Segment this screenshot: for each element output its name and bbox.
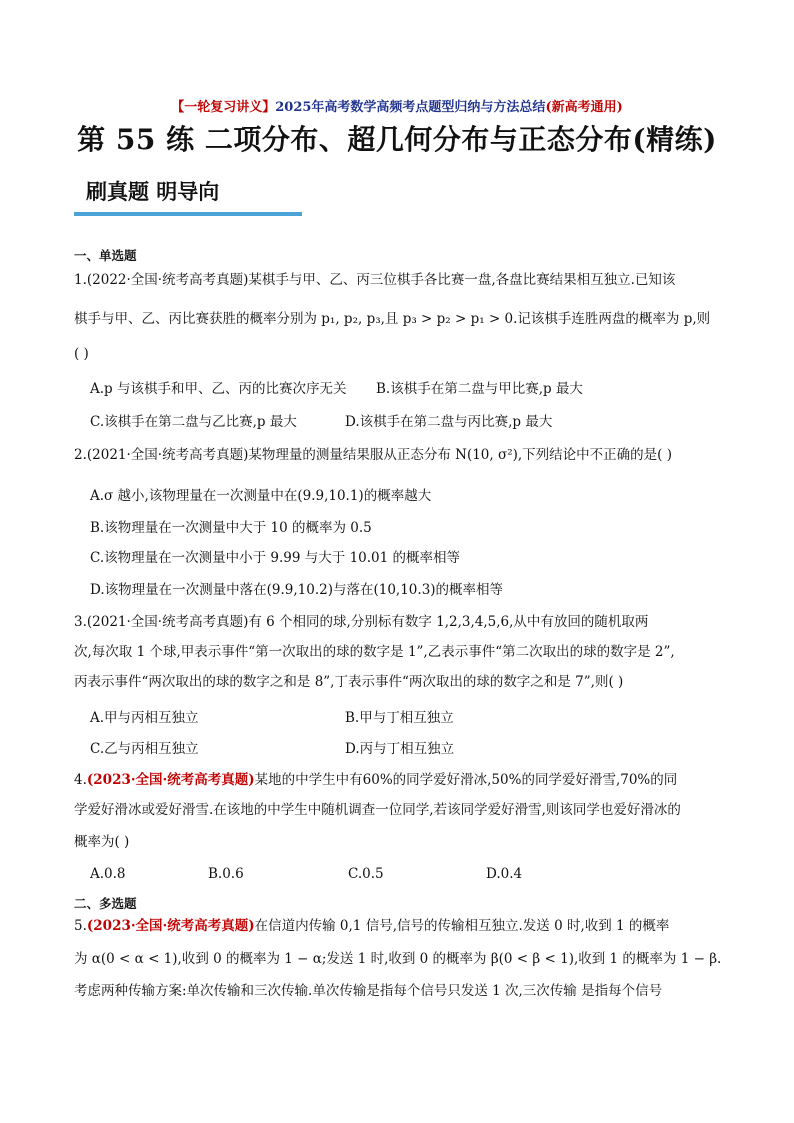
q4-option-b: B.0.6 (208, 866, 244, 882)
q1-option-c: C.该棋手在第二盘与乙比赛,p 最大 (90, 414, 297, 430)
q3-option-a: A.甲与丙相互独立 (90, 710, 199, 726)
section-banner: 刷真题 明导向 (86, 179, 220, 204)
q4-text: 某地的中学生中有60%的同学爱好滑冰,50%的同学爱好滑雪,70%的同 (254, 772, 678, 788)
q4-option-a: A.0.8 (90, 866, 126, 882)
q4-line-1 (74, 771, 677, 789)
q2-option-a: A.σ 越小,该物理量在一次测量中在(9.9,10.1)的概率越大 (90, 488, 432, 504)
series-suffix: (新高考通用) (545, 100, 623, 115)
q3-option-d: D.丙与丁相互独立 (345, 741, 455, 757)
q5-line-1 (74, 917, 669, 935)
q5-source: (2023·全国·统考高考真题) (86, 918, 255, 934)
section-single-choice: 一、单选题 (74, 248, 137, 263)
section-multi-choice: 二、多选题 (74, 896, 137, 911)
q4-line-2: 学爱好滑冰或爱好滑雪.在该地的中学生中随机调查一位同学,若该同学爱好滑雪,则该同学也爱好滑冰的 (74, 802, 681, 818)
q1-option-d: D.该棋手在第二盘与丙比赛,p 最大 (345, 414, 553, 430)
q5-text: 在信道内传输 0,1 信号,信号的传输相互独立.发送 0 时,收到 1 的概率 (254, 918, 670, 934)
q1-line-3: ( ) (74, 346, 89, 362)
banner-underline (74, 212, 302, 216)
q1-option-b: B.该棋手在第二盘与甲比赛,p 最大 (376, 381, 583, 397)
series-text: 2025年高考数学高频考点题型归纳与方法总结 (275, 100, 546, 115)
q4-line-3: 概率为( ) (74, 834, 130, 850)
series-header (0, 96, 794, 115)
q3-line-3: 丙表示事件“两次取出的球的数字之和是 8”,丁表示事件“两次取出的球的数字之和是 7”,则( ) (74, 674, 624, 690)
series-tag: 【一轮复习讲义】 (171, 100, 276, 115)
q2-option-d: D.该物理量在一次测量中落在(9.9,10.2)与落在(10,10.3)的概率相等 (90, 582, 504, 598)
q4-source: (2023·全国·统考高考真题) (86, 772, 255, 788)
q4-option-c: C.0.5 (348, 866, 384, 882)
q2-line-1: 2.(2021·全国·统考高考真题)某物理量的测量结果服从正态分布 N(10, σ²),下列结论中不正确的是( ) (74, 447, 672, 463)
q4-option-d: D.0.4 (486, 866, 523, 882)
q5-line-2: 为 α(0 < α < 1),收到 0 的概率为 1 − α;发送 1 时,收到 0 的概率为 β(0 < β < 1),收到 1 的概率为 1 − β. (74, 951, 722, 967)
q5-number: 5. (74, 918, 87, 934)
q3-line-2: 次,每次取 1 个球,甲表示事件“第一次取出的球的数字是 1”,乙表示事件“第二次取出的球的数字是 2”, (74, 644, 675, 660)
q1-option-a: A.p 与该棋手和甲、乙、丙的比赛次序无关 (90, 381, 347, 397)
q4-number: 4. (74, 772, 87, 788)
q3-line-1: 3.(2021·全国·统考高考真题)有 6 个相同的球,分别标有数字 1,2,3,4,5,6,从中有放回的随机取两 (74, 614, 649, 630)
q2-option-c: C.该物理量在一次测量中小于 9.99 与大于 10.01 的概率相等 (90, 550, 461, 566)
q5-line-3: 考虑两种传输方案:单次传输和三次传输.单次传输是指每个信号只发送 1 次,三次传输 是指每个信号 (74, 983, 663, 999)
q1-line-1: 1.(2022·全国·统考高考真题)某棋手与甲、乙、丙三位棋手各比赛一盘,各盘比赛结果相互独立.已知该 (74, 272, 676, 288)
q3-option-c: C.乙与丙相互独立 (90, 741, 199, 757)
q1-line-2: 棋手与甲、乙、丙比赛获胜的概率分别为 p₁, p₂, p₃,且 p₃ > p₂ > p₁ > 0.记该棋手连胜两盘的概率为 p,则 (74, 311, 711, 327)
page-title: 第 55 练 二项分布、超几何分布与正态分布(精练) (77, 123, 717, 156)
q2-option-b: B.该物理量在一次测量中大于 10 的概率为 0.5 (90, 520, 372, 536)
q3-option-b: B.甲与丁相互独立 (345, 710, 454, 726)
